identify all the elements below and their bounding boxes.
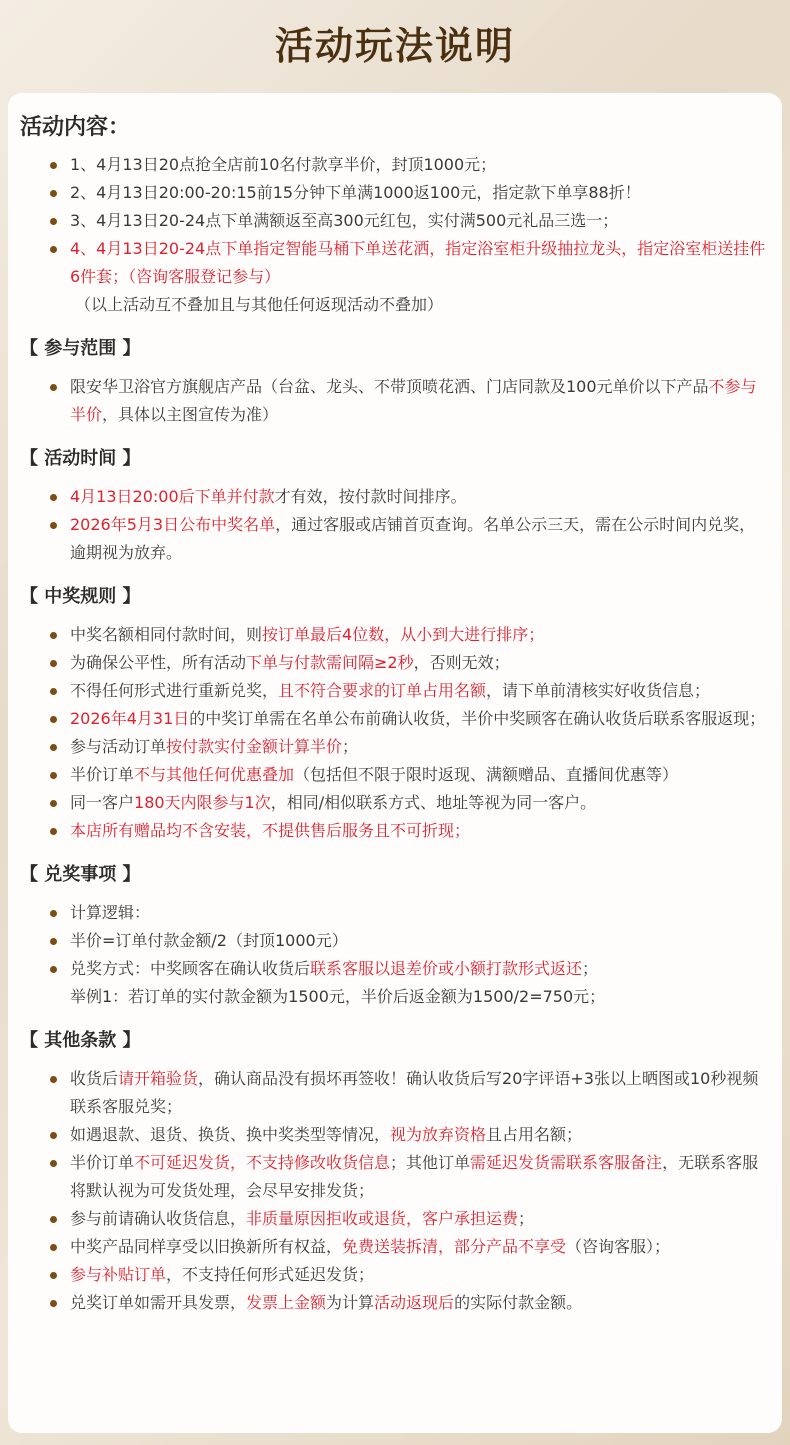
- rule-text: 不得任何形式进行重新兑奖，: [70, 681, 279, 700]
- highlight-text: 非质量原因拒收或退货，客户承担运费: [246, 1209, 519, 1228]
- highlight-text: 且不符合要求的订单占用名额: [278, 681, 487, 700]
- highlight-text: 发票上金额: [246, 1293, 327, 1312]
- rule-item: [20, 649, 768, 677]
- highlight-text: 需延迟发货需联系客服备注: [470, 1153, 663, 1172]
- rule-item: [20, 1205, 768, 1233]
- rule-list: [20, 1065, 768, 1317]
- bullet-dot-icon: [50, 828, 57, 835]
- highlight-text: 视为放弃资格: [390, 1125, 487, 1144]
- bullet-dot-icon: [50, 660, 57, 667]
- section-heading: 【 活动时间 】: [20, 448, 141, 469]
- rule-text: ，相同/相似联系方式、地址等视为同一客户。: [270, 793, 597, 812]
- section-heading: 【 兑奖事项 】: [20, 864, 141, 885]
- rule-text: 半价=订单付款金额/2（封顶1000元）: [70, 931, 348, 950]
- highlight-text: 联系客服以退差价或小额打款形式返还: [310, 959, 583, 978]
- bullet-dot-icon: [50, 1300, 57, 1307]
- rule-item: [20, 1121, 768, 1149]
- bullet-dot-icon: [50, 246, 57, 253]
- rule-text: 的实际付款金额。: [454, 1293, 583, 1312]
- rule-text: 中奖产品同样享受以旧换新所有权益，: [70, 1237, 343, 1256]
- rule-text: 且占用名额；: [486, 1125, 583, 1144]
- rule-text: 为计算: [326, 1293, 375, 1312]
- bullet-dot-icon: [50, 1076, 57, 1083]
- rule-text: 才有效，按付款时间排序。: [274, 487, 467, 506]
- section-heading: 【 中奖规则 】: [20, 586, 141, 607]
- rule-text: ，确认商品没有损坏再签收！确认收货后写20字评语+3张以上晒图或10秒视频联系客服兑奖；: [70, 1069, 759, 1116]
- highlight-text: 活动返现后: [374, 1293, 455, 1312]
- bullet-dot-icon: [50, 218, 57, 225]
- bullet-dot-icon: [50, 716, 57, 723]
- rule-text: ，无联系客服将默认视为可发货处理，会尽早安排发货；: [70, 1153, 759, 1200]
- page-title: 活动玩法说明: [274, 24, 515, 68]
- section-note: （以上活动互不叠加且与其他任何返现活动不叠加）: [75, 295, 444, 314]
- rule-item: [20, 677, 768, 705]
- highlight-text: 下单与付款需间隔≥2秒: [246, 653, 414, 672]
- rule-text: 的中奖订单需在名单公布前确认收货，半价中奖顾客在确认收货后联系客服返现；: [189, 709, 766, 728]
- rule-text: ，否则无效；: [413, 653, 510, 672]
- rule-item: [20, 927, 768, 955]
- rule-text: ；: [518, 1209, 535, 1228]
- bullet-dot-icon: [50, 494, 57, 501]
- rule-text: 1、4月13日20点抢全店前10名付款享半价，封顶1000元；: [70, 155, 497, 174]
- rule-item: [20, 1149, 768, 1205]
- rules-card: [8, 93, 782, 1433]
- highlight-text: 不可延迟发货，不支持修改收货信息: [134, 1153, 391, 1172]
- bullet-dot-icon: [50, 190, 57, 197]
- rule-text: 兑奖方式：中奖顾客在确认收货后: [70, 959, 311, 978]
- highlight-text: 2026年5月3日公布中奖名单: [70, 515, 276, 534]
- rule-item: [20, 899, 768, 927]
- bullet-dot-icon: [50, 1132, 57, 1139]
- highlight-text: 请开箱验货: [118, 1069, 199, 1088]
- rule-text: 半价订单: [70, 765, 135, 784]
- highlight-text: 不与其他任何优惠叠加: [134, 765, 295, 784]
- bullet-dot-icon: [50, 162, 57, 169]
- bullet-dot-icon: [50, 1216, 57, 1223]
- rule-item: [20, 207, 768, 235]
- bullet-dot-icon: [50, 772, 57, 779]
- rule-item: [20, 761, 768, 789]
- rule-item: [20, 955, 768, 1011]
- rule-text: 参与活动订单: [70, 737, 167, 756]
- bullet-dot-icon: [50, 384, 57, 391]
- rule-text: （咨询客服）；: [566, 1237, 671, 1256]
- rule-text: ，具体以主图宣传为准）: [102, 405, 279, 424]
- rule-list: [20, 151, 768, 291]
- bullet-dot-icon: [50, 1244, 57, 1251]
- rule-text: ，通过客服或店铺首页查询。名单公示三天，需在公示时间内兑奖，逾期视为放弃。: [70, 515, 756, 562]
- bullet-dot-icon: [50, 688, 57, 695]
- rule-item: [20, 621, 768, 649]
- rule-item: [20, 151, 768, 179]
- bullet-dot-icon: [50, 938, 57, 945]
- rule-item: [20, 373, 768, 429]
- rule-text: 为确保公平性，所有活动: [70, 653, 247, 672]
- rule-text: 如遇退款、退货、换货、换中奖类型等情况，: [70, 1125, 391, 1144]
- rule-item: [20, 1233, 768, 1261]
- bullet-dot-icon: [50, 910, 57, 917]
- rule-text: 参与前请确认收货信息，: [70, 1209, 247, 1228]
- rule-item: [20, 733, 768, 761]
- rule-list: [20, 483, 768, 567]
- highlight-text: 2026年4月31日: [70, 709, 190, 728]
- rule-text: ；: [342, 737, 359, 756]
- rule-item: [20, 235, 768, 291]
- rule-text: ，请下单前清核实好收货信息；: [486, 681, 711, 700]
- bullet-dot-icon: [50, 800, 57, 807]
- rule-item: [20, 1289, 768, 1317]
- rule-text: 计算逻辑：: [70, 903, 151, 922]
- rule-text: ；: [582, 959, 599, 978]
- highlight-text: 按订单最后4位数，从小到大进行排序；: [262, 625, 545, 644]
- rule-example: 举例1：若订单的实付款金额为1500元，半价后返金额为1500/2=750元；: [70, 987, 606, 1006]
- rule-list: [20, 373, 768, 429]
- highlight-text: 本店所有赠品均不含安装，不提供售后服务且不可折现；: [70, 821, 471, 840]
- rule-item: [20, 705, 768, 733]
- highlight-text: 不参与半价: [70, 377, 757, 424]
- section-heading: 【 参与范围 】: [20, 338, 141, 359]
- rule-text: ，不支持任何形式延迟发货；: [166, 1265, 375, 1284]
- rule-text: （包括但不限于限时返现、满额赠品、直播间优惠等）: [294, 765, 679, 784]
- rule-text: 中奖名额相同付款时间，则: [70, 625, 263, 644]
- section-heading: 活动内容：: [20, 115, 131, 140]
- rule-text: 半价订单: [70, 1153, 135, 1172]
- rule-item: [20, 511, 768, 567]
- rule-text: 同一客户: [70, 793, 135, 812]
- highlight-text: 参与补贴订单: [70, 1265, 167, 1284]
- bullet-dot-icon: [50, 1272, 57, 1279]
- rule-list: [20, 621, 768, 845]
- rule-text: ；其他订单: [390, 1153, 471, 1172]
- rule-item: [20, 483, 768, 511]
- rule-text: 2、4月13日20:00-20:15前15分钟下单满1000返100元，指定款下单享88折！: [70, 183, 641, 202]
- rule-text: 3、4月13日20-24点下单满额返至高300元红包，实付满500元礼品三选一；: [70, 211, 619, 230]
- rule-list: [20, 899, 768, 1011]
- highlight-text: 按付款实付金额计算半价: [166, 737, 343, 756]
- highlight-text: 180天内限参与1次: [134, 793, 271, 812]
- rule-item: [20, 1261, 768, 1289]
- bullet-dot-icon: [50, 632, 57, 639]
- rule-item: [20, 817, 768, 845]
- bullet-dot-icon: [50, 1160, 57, 1167]
- rule-item: [20, 789, 768, 817]
- rule-item: [20, 179, 768, 207]
- bullet-dot-icon: [50, 744, 57, 751]
- bullet-dot-icon: [50, 966, 57, 973]
- section-heading: 【 其他条款 】: [20, 1030, 141, 1051]
- bullet-dot-icon: [50, 522, 57, 529]
- rule-text: 兑奖订单如需开具发票，: [70, 1293, 247, 1312]
- highlight-text: 4、4月13日20-24点下单指定智能马桶下单送花洒，指定浴室柜升级抽拉龙头，指定浴室柜送挂件6件套；（咨询客服登记参与）: [70, 239, 766, 286]
- rule-text: 收货后: [70, 1069, 119, 1088]
- highlight-text: 免费送装拆清，部分产品不享受: [342, 1237, 567, 1256]
- highlight-text: 4月13日20:00后下单并付款: [70, 487, 275, 506]
- rule-text: 限安华卫浴官方旗舰店产品（台盆、龙头、不带顶喷花洒、门店同款及100元单价以下产品: [70, 377, 709, 396]
- rule-item: [20, 1065, 768, 1121]
